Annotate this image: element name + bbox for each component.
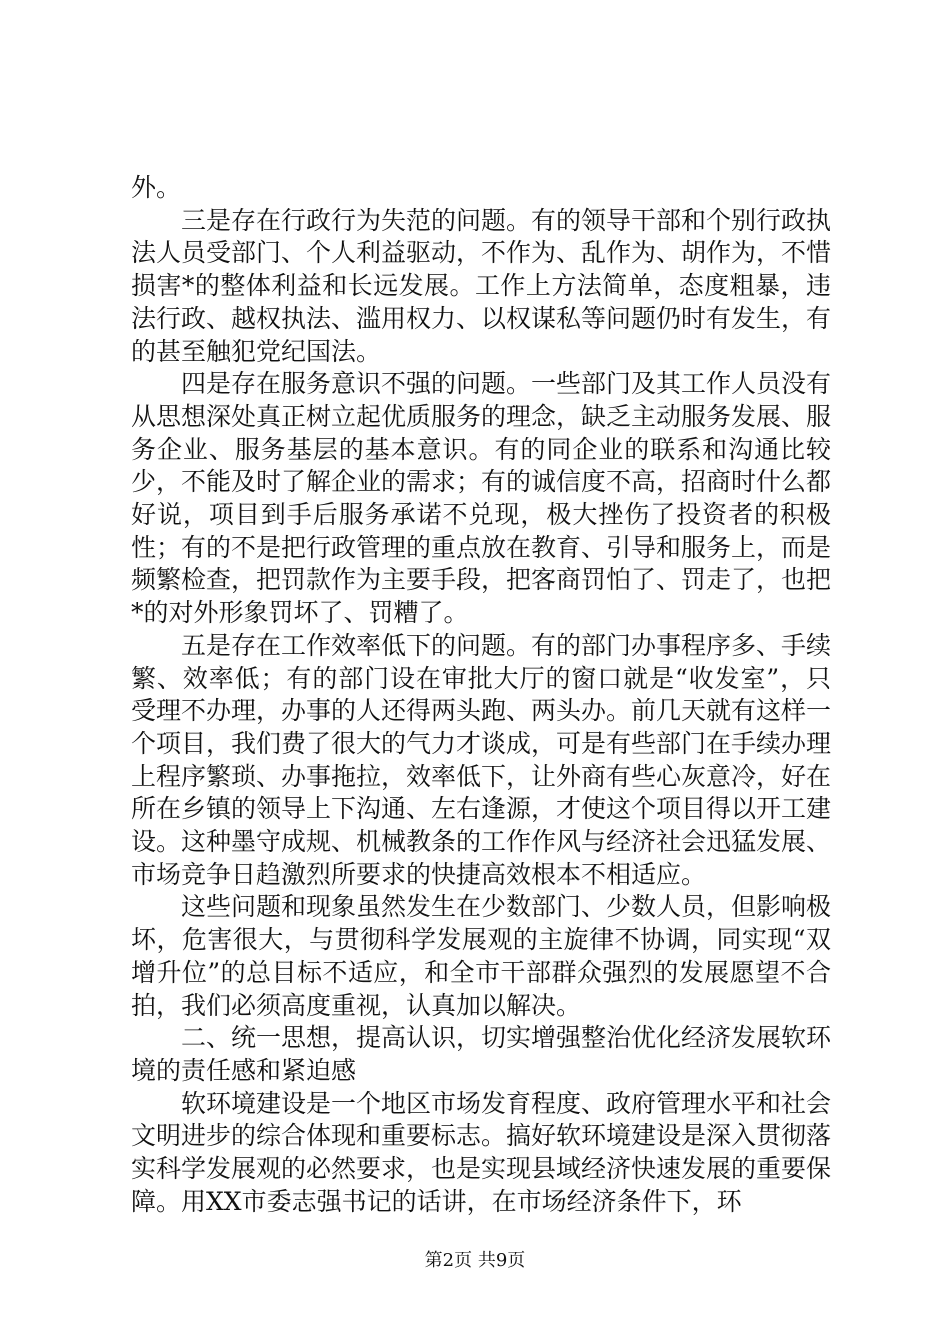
paragraph-weak-service-awareness: 四是存在服务意识不强的问题。一些部门及其工作人员没有从思想深处真正树立起优质服务的理念，缺乏主动服务发展、服务企业、服务基层的基本意识。有的同企业的联系和沟通比较少，不能及时了解企业的需求；有的诚信度不高，招商时什么都好说，项目到手后服务承诺不兑现，极大挫伤了投资者的积极性；有的不是把行政管理的重点放在教育、引导和服务上，而是频繁检查，把罚款作为主要手段，把客商罚怕了、罚走了，也把*的对外形象罚坏了、罚糟了。 xyxy=(131,369,832,628)
paragraph-continuation: 外。 xyxy=(131,173,182,202)
section-heading-unify-thinking: 二、统一思想，提高认识，切实增强整治优化经济发展软环境的责任感和紧迫感 xyxy=(131,1023,832,1085)
paragraph-administrative-misconduct: 三是存在行政行为失范的问题。有的领导干部和个别行政执法人员受部门、个人利益驱动，不作为、乱作为、胡作为，不惜损害*的整体利益和长远发展。工作上方法简单，态度粗暴，违法行政、越权执法、滥用权力、以权谋私等问题仍时有发生，有的甚至触犯党纪国法。 xyxy=(131,205,832,366)
document-body xyxy=(131,172,831,1219)
page-footer: 第2页 共9页 xyxy=(424,1250,526,1271)
paragraph-low-efficiency: 五是存在工作效率低下的问题。有的部门办事程序多、手续繁、效率低；有的部门设在审批大厅的窗口就是“收发室”，只受理不办理，办事的人还得两头跑、两头办。前几天就有这样一个项目，我们费了很大的气力才谈成，可是有些部门在手续办理上程序繁琐、办事拖拉，效率低下，让外商有些心灰意冷，好在所在乡镇的领导上下沟通、左右逢源，才使这个项目得以开工建设。这种墨守成规、机械教条的工作作风与经济社会迅猛发展、市场竞争日趋激烈所要求的快捷高效根本不相适应。 xyxy=(131,630,832,889)
paragraph-soft-environment: 软环境建设是一个地区市场发育程度、政府管理水平和社会文明进步的综合体现和重要标志。搞好软环境建设是深入贯彻落实科学发展观的必然要求，也是实现县域经济快速发展的重要保障。用XX市委志强书记的话讲，在市场经济条件下，环 xyxy=(131,1088,832,1216)
paragraph-problem-summary: 这些问题和现象虽然发生在少数部门、少数人员，但影响极坏，危害很大，与贯彻科学发展观的主旋律不协调，同实现“双增升位”的总目标不适应，和全市干部群众强烈的发展愿望不合拍，我们必须高度重视，认真加以解决。 xyxy=(131,892,832,1020)
